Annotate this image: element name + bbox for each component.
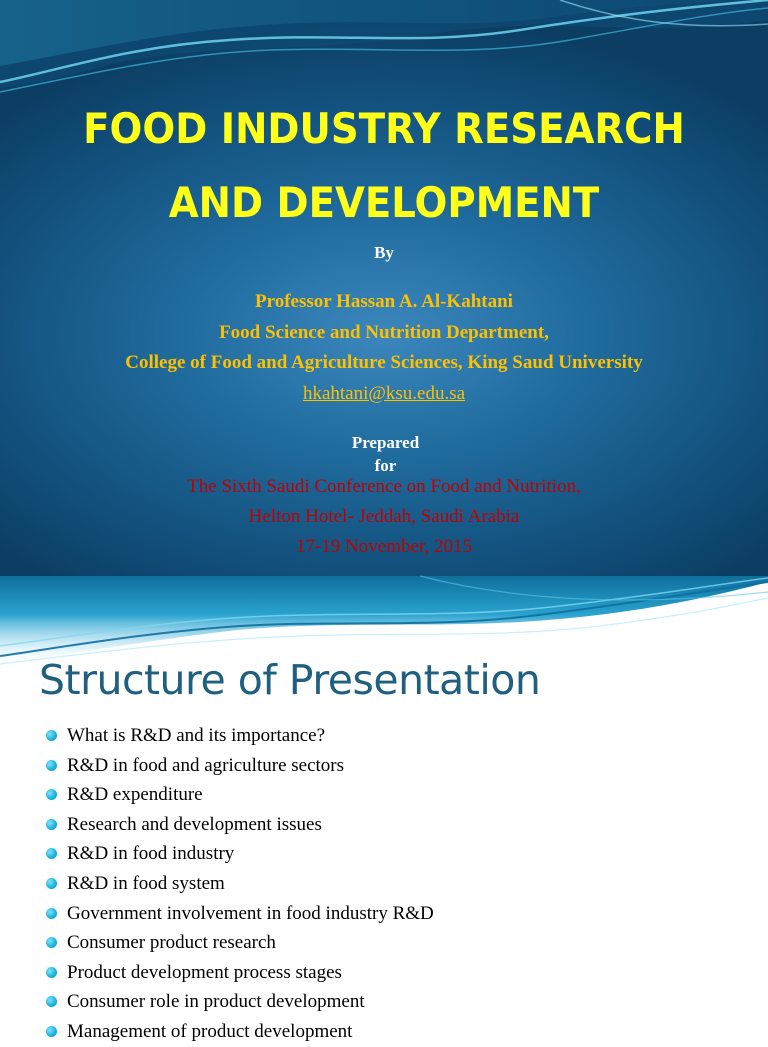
list-item — [46, 751, 434, 781]
author-department: Food Science and Nutrition Department, — [219, 321, 549, 343]
bullet-icon — [46, 937, 57, 948]
list-item-text: R&D expenditure — [67, 784, 203, 806]
prepared-line-1: Prepared — [351, 433, 420, 452]
list-item-text: Product development process stages — [67, 961, 342, 983]
conference-dates: 17-19 November, 2015 — [295, 536, 472, 557]
author-block — [0, 287, 768, 409]
bullet-icon — [46, 760, 57, 771]
list-item-text: Management of product development — [67, 1020, 353, 1042]
by-label: By — [374, 243, 394, 262]
list-item-text: Consumer product research — [67, 932, 276, 954]
list-item — [46, 839, 434, 869]
conference-venue: Helton Hotel- Jeddah, Saudi Arabia — [248, 506, 520, 527]
bullet-icon — [46, 819, 57, 830]
list-item-text: Consumer role in product development — [67, 991, 365, 1013]
list-item — [46, 987, 434, 1017]
list-item — [46, 928, 434, 958]
bullet-icon — [46, 1026, 57, 1037]
list-item-text: Research and development issues — [67, 813, 322, 835]
bullet-icon — [46, 789, 57, 800]
bullet-icon — [46, 908, 57, 919]
list-item — [46, 810, 434, 840]
bullet-icon — [46, 730, 57, 741]
list-item — [46, 899, 434, 929]
prepared-for-label — [0, 431, 768, 477]
slide-title: Structure of Presentation — [39, 656, 541, 704]
list-item — [46, 869, 434, 899]
bullet-icon — [46, 967, 57, 978]
slide-title — [49, 92, 719, 240]
bullet-icon — [46, 848, 57, 859]
conference-name: The Sixth Saudi Conference on Food and Nutrition, — [187, 476, 581, 497]
slide-title-line-1: FOOD INDUSTRY RESEARCH — [83, 104, 685, 153]
list-item — [46, 958, 434, 988]
author-name: Professor Hassan A. Al-Kahtani — [255, 291, 513, 312]
slide-title-line-2: AND DEVELOPMENT — [168, 177, 600, 227]
list-item — [46, 780, 434, 810]
bullet-icon — [46, 996, 57, 1007]
list-item-text: R&D in food and agriculture sectors — [67, 754, 345, 776]
list-item-text: Government involvement in food industry R&D — [67, 902, 434, 924]
author-email-link[interactable]: hkahtani@ksu.edu.sa — [302, 382, 466, 404]
list-item-text: What is R&D and its importance? — [67, 725, 326, 746]
list-item-text: R&D in food industry — [67, 843, 235, 865]
list-item — [46, 721, 434, 751]
list-item-text: R&D in food system — [67, 872, 225, 894]
author-college: College of Food and Agriculture Sciences, King Saud University — [125, 352, 643, 373]
structure-slide — [0, 576, 768, 1042]
prepared-line-2: for — [374, 456, 397, 475]
conference-info — [0, 472, 768, 562]
bullet-icon — [46, 878, 57, 889]
list-item — [46, 1017, 434, 1047]
agenda-list — [46, 721, 434, 1047]
